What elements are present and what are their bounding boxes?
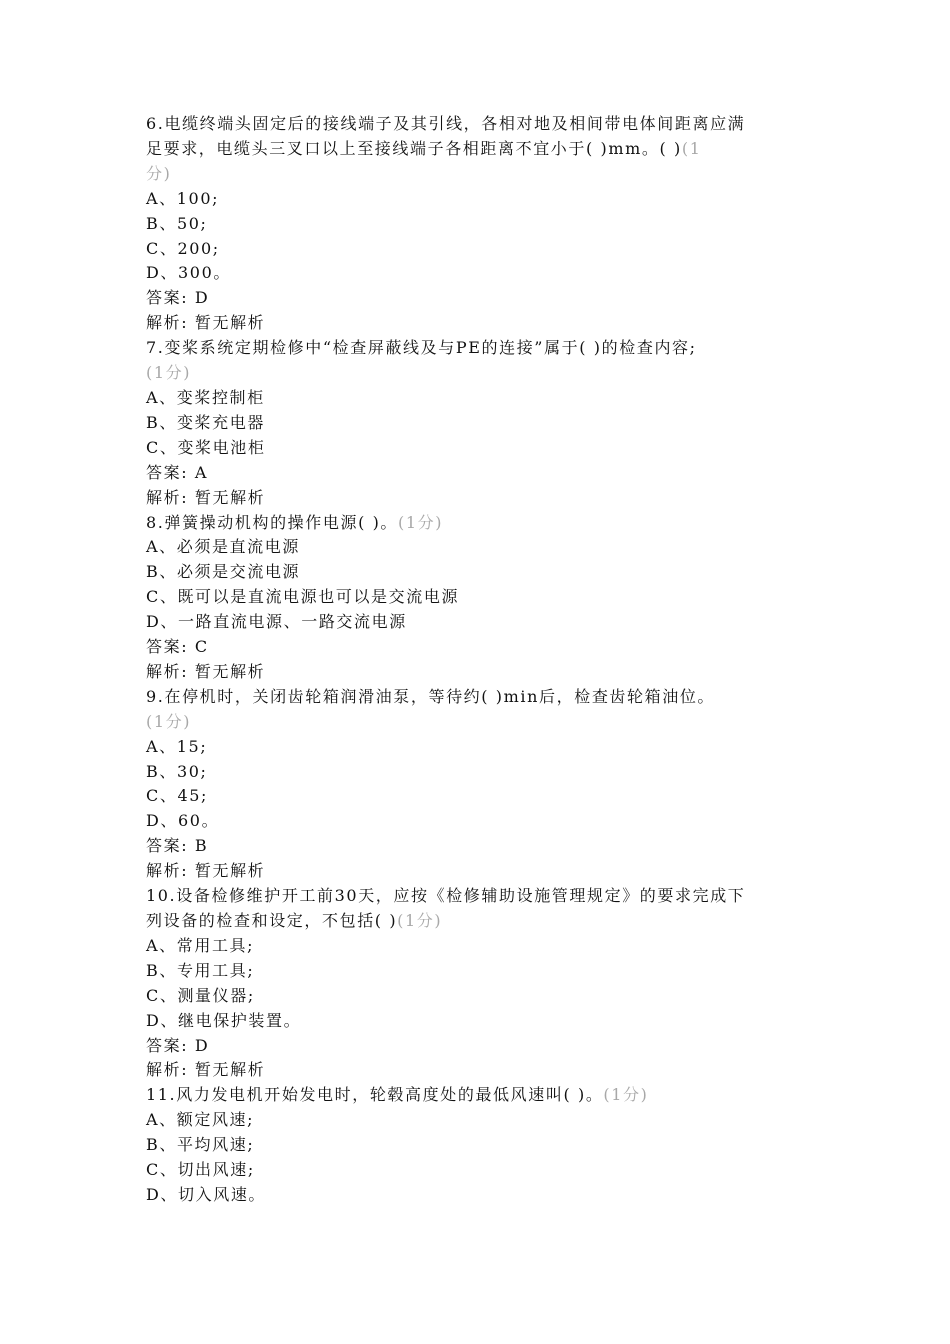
option-d: D、一路直流电源、一路交流电源	[146, 612, 407, 632]
option-c: C、切出风速;	[146, 1160, 255, 1180]
question-6	[146, 112, 806, 336]
answer-line: 答案: A	[146, 462, 209, 482]
question-9	[146, 685, 806, 884]
option-b: B、平均风速;	[146, 1135, 255, 1155]
option-a: A、常用工具;	[146, 935, 255, 955]
score-label: (1	[681, 138, 702, 158]
option-c: C、45;	[146, 786, 208, 806]
answer-line: 答案: D	[146, 1035, 210, 1055]
answer-line: 答案: C	[146, 637, 209, 657]
question-stem-text: 列设备的检查和设定，不包括( )	[146, 911, 398, 930]
option-c: C、既可以是直流电源也可以是交流电源	[146, 587, 460, 607]
analysis-line: 解析: 暂无解析	[146, 661, 266, 681]
option-c: C、测量仪器;	[146, 985, 255, 1005]
option-d: D、300。	[146, 263, 231, 283]
question-stem-line: 6.电缆终端头固定后的接线端子及其引线，各相对地及相间带电体间距离应满	[146, 114, 746, 133]
question-stem-line	[146, 909, 806, 934]
question-stem-line	[146, 1083, 806, 1108]
score-label: (1分)	[146, 363, 192, 383]
question-stem-line: 9.在停机时，关闭齿轮箱润滑油泵，等待约( )min后，检查齿轮箱油位。	[146, 686, 716, 706]
question-7	[146, 336, 806, 510]
option-b: B、30;	[146, 761, 208, 781]
question-8	[146, 511, 806, 685]
question-stem-line: 7.变桨系统定期检修中“检查屏蔽线及与PE的连接”属于( )的检查内容;	[146, 338, 697, 358]
score-label: (1分)	[603, 1085, 649, 1105]
option-a: A、额定风速;	[146, 1110, 255, 1130]
question-11	[146, 1083, 806, 1208]
option-a: A、必须是直流电源	[146, 537, 300, 557]
option-c: C、变桨电池柜	[146, 437, 266, 457]
analysis-line: 解析: 暂无解析	[146, 487, 266, 507]
option-b: B、变桨充电器	[146, 412, 265, 432]
answer-line: 答案: B	[146, 836, 209, 856]
option-a: A、100;	[146, 188, 220, 208]
question-10	[146, 884, 806, 1083]
option-d: D、切入风速。	[146, 1184, 267, 1204]
analysis-line: 解析: 暂无解析	[146, 861, 266, 881]
option-b: B、专用工具;	[146, 960, 255, 980]
question-stem-line	[146, 511, 806, 536]
option-d: D、继电保护装置。	[146, 1010, 302, 1030]
option-c: C、200;	[146, 238, 220, 258]
question-stem-text: 11.风力发电机开始发电时，轮毂高度处的最低风速叫( )。	[146, 1085, 604, 1105]
score-label: 分)	[146, 163, 172, 183]
option-a: A、15;	[146, 736, 208, 756]
option-b: B、50;	[146, 213, 208, 233]
score-label: (1分)	[398, 512, 444, 532]
score-label: (1分)	[397, 911, 443, 930]
answer-line: 答案: D	[146, 288, 210, 308]
option-b: B、必须是交流电源	[146, 562, 301, 582]
option-a: A、变桨控制柜	[146, 387, 265, 407]
question-stem-text: 8.弹簧操动机构的操作电源( )。	[146, 512, 399, 532]
question-stem-line: 10.设备检修维护开工前30天，应按《检修辅助设施管理规定》的要求完成下	[146, 886, 746, 906]
score-label: (1分)	[146, 711, 192, 731]
analysis-line: 解析: 暂无解析	[146, 1060, 266, 1080]
analysis-line: 解析: 暂无解析	[146, 313, 266, 333]
question-stem-line	[146, 137, 806, 162]
document-page	[146, 112, 806, 1208]
option-d: D、60。	[146, 811, 220, 831]
question-stem-text: 足要求，电缆头三叉口以上至接线端子各相距离不宜小于( )mm。( )	[146, 138, 682, 158]
